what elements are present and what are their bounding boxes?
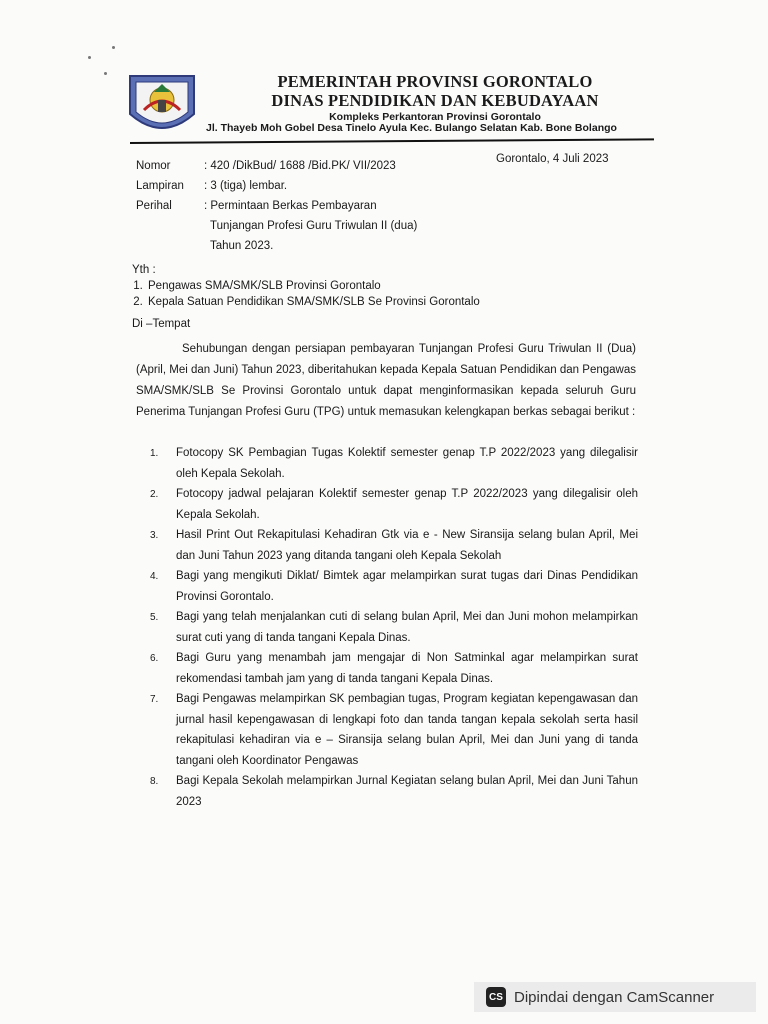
provincial-emblem-icon (124, 70, 200, 136)
recipients-label: Yth : (132, 264, 156, 276)
list-item (150, 648, 638, 689)
perihal-label: Perihal (136, 200, 172, 212)
lampiran-row (136, 176, 417, 196)
letter-date: Gorontalo, 4 Juli 2023 (496, 153, 609, 165)
list-item (150, 443, 638, 484)
list-item (150, 525, 638, 566)
camscanner-text: Dipindai dengan CamScanner (514, 988, 715, 1006)
lampiran-label: Lampiran (136, 180, 184, 192)
camscanner-icon: CS (486, 987, 506, 1007)
perihal-row (136, 196, 417, 216)
item-text: Bagi Pengawas melampirkan SK pembagian tugas, Program kegiatan kepengawasan dan jurnal hasil kepengawasan di lengkapi foto dan tanda tangan kepala sekolah serta hasil rekapitulasi kehadiran via e – Siransija selang bulan April, Mei dan Juni yang di tanda tangani oleh Koordinator Pengawas (176, 693, 638, 767)
perihal-continuation: Tahun 2023. (210, 240, 274, 252)
list-item (150, 484, 638, 525)
item-text: Hasil Print Out Rekapitulasi Kehadiran Gtk via e - New Siransija selang bulan April, Mei dan Juni Tahun 2023 yang ditanda tangani oleh Kepala Sekolah (176, 529, 638, 562)
item-number: 2. (150, 489, 159, 500)
item-number: 3. (150, 530, 159, 541)
item-text: Bagi Guru yang menambah jam mengajar di Non Satminkal agar melampirkan surat rekomendasi tambah jam yang di tanda tangani Kepala Dinas. (176, 652, 638, 685)
department-name: DINAS PENDIDIKAN DAN KEBUDAYAAN (271, 91, 599, 110)
recipient-item: 1. Pengawas SMA/SMK/SLB Provinsi Gorontalo (146, 278, 480, 294)
requirements-list (150, 443, 638, 812)
item-number: 5. (150, 612, 159, 623)
place-line: Di –Tempat (132, 318, 191, 330)
item-text: Bagi Kepala Sekolah melampirkan Jurnal Kegiatan selang bulan April, Mei dan Juni Tahun 2023 (176, 775, 638, 808)
perihal-line-3 (136, 236, 417, 256)
item-number: 1. (150, 448, 159, 459)
camscanner-watermark (474, 982, 756, 1012)
list-item (150, 689, 638, 771)
item-text: Bagi yang mengikuti Diklat/ Bimtek agar melampirkan surat tugas dari Dinas Pendidikan Provinsi Gorontalo. (176, 570, 638, 603)
recipients-list (132, 278, 480, 310)
perihal-continuation: Tunjangan Profesi Guru Triwulan II (dua) (210, 220, 418, 232)
list-item (150, 771, 638, 812)
item-number: 6. (150, 653, 159, 664)
nomor-value: : 420 /DikBud/ 1688 /Bid.PK/ VII/2023 (204, 160, 396, 172)
recipient-item: 2. Kepala Satuan Pendidikan SMA/SMK/SLB Se Provinsi Gorontalo (146, 294, 480, 310)
scan-speck (104, 72, 107, 75)
scan-speck (112, 46, 115, 49)
office-complex: Kompleks Perkantoran Provinsi Gorontalo (329, 111, 541, 123)
list-item (150, 566, 638, 607)
item-text: Bagi yang telah menjalankan cuti di selang bulan April, Mei dan Juni mohon melampirkan surat cuti yang di tanda tangani Kepala Dinas. (176, 611, 638, 644)
lampiran-value: : 3 (tiga) lembar. (204, 180, 288, 192)
letter-body (136, 339, 636, 423)
item-number: 8. (150, 776, 159, 787)
letterhead (200, 72, 670, 125)
perihal-line-2 (136, 216, 417, 236)
item-text: Fotocopy SK Pembagian Tugas Kolektif semester genap T.P 2022/2023 yang dilegalisir oleh Kepala Sekolah. (176, 447, 638, 480)
nomor-label: Nomor (136, 160, 171, 172)
letter-meta (136, 156, 417, 256)
government-name: PEMERINTAH PROVINSI GORONTALO (277, 72, 593, 91)
scan-speck (88, 56, 91, 59)
item-number: 7. (150, 694, 159, 705)
item-number: 4. (150, 571, 159, 582)
item-text: Fotocopy jadwal pelajaran Kolektif semester genap T.P 2022/2023 yang dilegalisir oleh Kepala Sekolah. (176, 488, 638, 521)
recipients (132, 262, 480, 310)
letterhead-divider (130, 138, 654, 144)
list-item (150, 607, 638, 648)
intro-paragraph: Sehubungan dengan persiapan pembayaran Tunjangan Profesi Guru Triwulan II (Dua) (April, Mei dan Juni) Tahun 2023, diberitahukan kepada Kepala Satuan Pendidikan dan Pengawas SMA/SMK/SLB Se Provinsi Gorontalo untuk dapat menginformasikan kepada seluruh Guru Penerima Tunjangan Profesi Guru (TPG) untuk memasukan kelengkapan berkas sebagai berikut : (136, 343, 636, 418)
perihal-value: : Permintaan Berkas Pembayaran (204, 200, 377, 212)
office-address: Jl. Thayeb Moh Gobel Desa Tinelo Ayula Kec. Bulango Selatan Kab. Bone Bolango (206, 122, 617, 134)
nomor-row (136, 156, 417, 176)
